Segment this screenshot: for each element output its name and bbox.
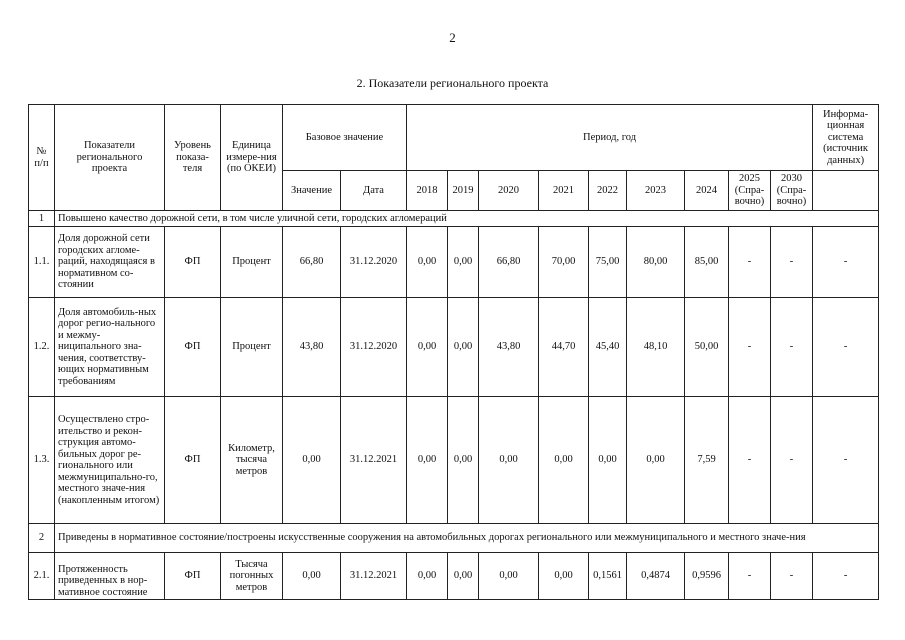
- section-title: Приведены в нормативное состояние/построены искусственные сооружения на автомобильных дорогах регионального или межмуниципального и местного значе-ния: [55, 524, 879, 553]
- row-indicator: Протяженность приведенных в нор-мативное состояние: [55, 553, 165, 600]
- row-value: 0,1561: [589, 553, 627, 600]
- row-info: -: [813, 397, 879, 524]
- indicators-table: [28, 104, 879, 600]
- table-row: [29, 227, 879, 298]
- row-level: ФП: [165, 298, 221, 397]
- row-unit: Тысяча погонных метров: [221, 553, 283, 600]
- row-value: 85,00: [685, 227, 729, 298]
- row-level: ФП: [165, 553, 221, 600]
- header-info: Информа-ционная система (источник данных): [813, 105, 879, 171]
- row-num: 1.2.: [29, 298, 55, 397]
- section-row: [29, 524, 879, 553]
- row-value: 66,80: [479, 227, 539, 298]
- row-base-value: 0,00: [283, 397, 341, 524]
- row-value: 0,00: [407, 298, 448, 397]
- header-year: 2021: [539, 171, 589, 211]
- row-value: 0,00: [448, 298, 479, 397]
- row-indicator: Осуществлено стро-ительство и рекон-струкция автомо-бильных дорог ре-гионального или межмуниципально-го, местного значе-ния (накопленным итогом): [55, 397, 165, 524]
- header-year: 2024: [685, 171, 729, 211]
- header-period: Период, год: [407, 105, 813, 171]
- row-level: ФП: [165, 227, 221, 298]
- header-year: 2022: [589, 171, 627, 211]
- row-unit: Процент: [221, 227, 283, 298]
- header-info-blank: [813, 171, 879, 211]
- table-row: [29, 298, 879, 397]
- header-num: № п/п: [29, 105, 55, 211]
- row-value: 0,00: [448, 553, 479, 600]
- section-title: Повышено качество дорожной сети, в том числе уличной сети, городских агломераций: [55, 211, 879, 227]
- row-unit: Процент: [221, 298, 283, 397]
- row-base-value: 0,00: [283, 553, 341, 600]
- row-value: -: [771, 298, 813, 397]
- section-row: [29, 211, 879, 227]
- header-date: Дата: [341, 171, 407, 211]
- section-num: 1: [29, 211, 55, 227]
- row-unit: Километр, тысяча метров: [221, 397, 283, 524]
- row-value: 0,00: [589, 397, 627, 524]
- header-base: Базовое значение: [283, 105, 407, 171]
- header-level: Уровень показа-теля: [165, 105, 221, 211]
- row-base-value: 66,80: [283, 227, 341, 298]
- table-row: [29, 397, 879, 524]
- row-info: -: [813, 227, 879, 298]
- row-base-date: 31.12.2021: [341, 397, 407, 524]
- row-num: 1.1.: [29, 227, 55, 298]
- row-value: -: [771, 227, 813, 298]
- row-value: 0,00: [407, 227, 448, 298]
- row-value: -: [729, 227, 771, 298]
- row-value: 70,00: [539, 227, 589, 298]
- row-value: 45,40: [589, 298, 627, 397]
- row-value: -: [771, 397, 813, 524]
- row-base-date: 31.12.2020: [341, 227, 407, 298]
- row-value: 0,00: [479, 397, 539, 524]
- row-value: 75,00: [589, 227, 627, 298]
- row-base-date: 31.12.2020: [341, 298, 407, 397]
- row-indicator: Доля автомобиль-ных дорог регио-нального и межму-ниципального зна-чения, соответству-ющих нормативным требованиям: [55, 298, 165, 397]
- row-num: 1.3.: [29, 397, 55, 524]
- section-num: 2: [29, 524, 55, 553]
- row-value: 0,00: [407, 553, 448, 600]
- header-year: 2018: [407, 171, 448, 211]
- header-year: 2020: [479, 171, 539, 211]
- header-year: 2019: [448, 171, 479, 211]
- row-value: 43,80: [479, 298, 539, 397]
- row-value: 50,00: [685, 298, 729, 397]
- header-year: 2023: [627, 171, 685, 211]
- row-info: -: [813, 298, 879, 397]
- row-value: -: [729, 298, 771, 397]
- row-value: 0,00: [448, 397, 479, 524]
- row-value: 0,00: [627, 397, 685, 524]
- row-num: 2.1.: [29, 553, 55, 600]
- header-year: 2025 (Спра-вочно): [729, 171, 771, 211]
- document-title: 2. Показатели регионального проекта: [356, 76, 549, 90]
- row-base-date: 31.12.2021: [341, 553, 407, 600]
- row-value: 0,00: [539, 553, 589, 600]
- page-number: 2: [449, 30, 456, 45]
- row-indicator: Доля дорожной сети городских агломе-раций, находящаяся в нормативном со-стоянии: [55, 227, 165, 298]
- row-value: 0,9596: [685, 553, 729, 600]
- row-value: 0,4874: [627, 553, 685, 600]
- row-level: ФП: [165, 397, 221, 524]
- row-value: -: [729, 553, 771, 600]
- row-value: 48,10: [627, 298, 685, 397]
- header-indicator: Показатели регионального проекта: [55, 105, 165, 211]
- row-value: -: [729, 397, 771, 524]
- row-base-value: 43,80: [283, 298, 341, 397]
- row-value: 0,00: [407, 397, 448, 524]
- header-unit: Единица измере-ния (по ОКЕИ): [221, 105, 283, 211]
- row-value: 0,00: [539, 397, 589, 524]
- row-info: -: [813, 553, 879, 600]
- row-value: 0,00: [479, 553, 539, 600]
- row-value: 7,59: [685, 397, 729, 524]
- row-value: -: [771, 553, 813, 600]
- row-value: 44,70: [539, 298, 589, 397]
- row-value: 80,00: [627, 227, 685, 298]
- header-year: 2030 (Спра-вочно): [771, 171, 813, 211]
- header-value: Значение: [283, 171, 341, 211]
- table-row: [29, 553, 879, 600]
- row-value: 0,00: [448, 227, 479, 298]
